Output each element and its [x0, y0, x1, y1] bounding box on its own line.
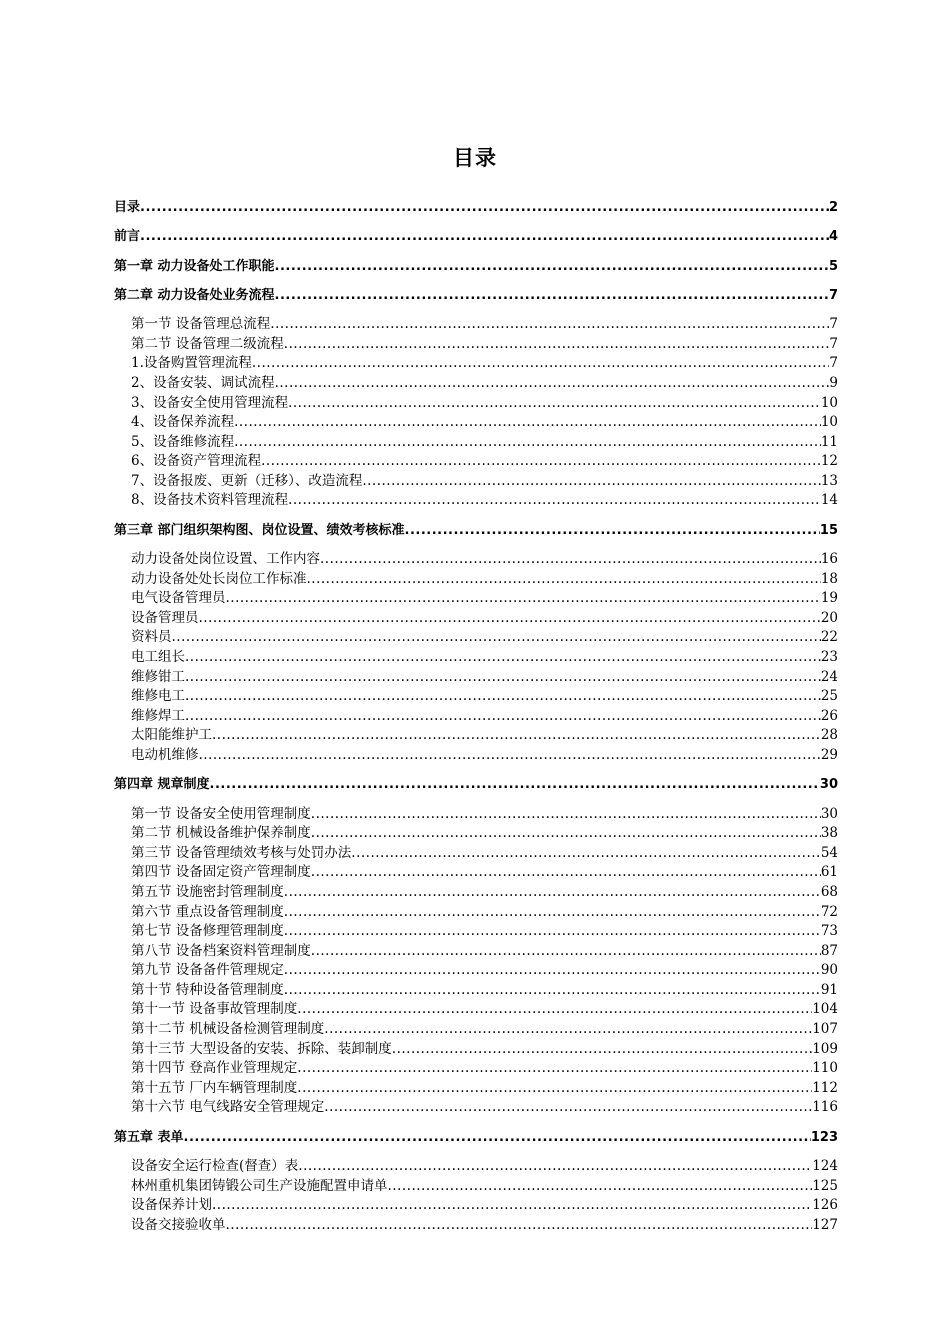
toc-entry-label: 第十六节 电气线路安全管理规定: [131, 1099, 325, 1116]
dot-leader: [298, 1157, 812, 1177]
toc-entry-page-number: 20: [820, 609, 838, 626]
toc-section-entry[interactable]: [114, 942, 838, 962]
toc-entry-label: 资料员: [131, 629, 172, 646]
toc-entry-label: 第十一节 设备事故管理制度: [131, 1001, 298, 1018]
toc-section-entry[interactable]: [114, 335, 838, 355]
toc-entry-label: 2、设备安装、调试流程: [131, 374, 275, 391]
toc-section-entry[interactable]: [114, 746, 838, 766]
toc-entry-page-number: 123: [810, 1129, 838, 1145]
toc-section-entry[interactable]: [114, 1216, 838, 1236]
toc-entry-page-number: 54: [820, 844, 838, 861]
toc-section-entry[interactable]: [114, 903, 838, 923]
dot-leader: [185, 668, 821, 688]
toc-entry-page-number: 28: [820, 727, 838, 744]
dot-leader: [351, 844, 821, 864]
dot-leader: [140, 198, 829, 218]
toc-entry-label: 3、设备安全使用管理流程: [131, 394, 289, 411]
toc-entry-label: 前言: [114, 229, 141, 245]
toc-entry-label: 第二节 设备管理二级流程: [131, 335, 284, 352]
toc-entry-label: 电气设备管理员: [131, 590, 226, 607]
toc-chapter-entry[interactable]: [114, 227, 838, 247]
dot-leader: [405, 521, 820, 541]
toc-entry-label: 7、设备报废、更新（迁移）、改造流程: [131, 472, 363, 489]
dot-leader: [172, 628, 821, 648]
toc-entry-label: 第一章 动力设备处工作职能: [114, 258, 275, 274]
toc-section-entry[interactable]: [114, 922, 838, 942]
toc-entry-page-number: 18: [820, 570, 838, 587]
toc-entry-label: 第四节 设备固定资产管理制度: [131, 864, 311, 881]
toc-entry-label: 第十节 特种设备管理制度: [131, 981, 284, 998]
dot-leader: [284, 981, 821, 1001]
dot-leader: [324, 1098, 812, 1118]
dot-leader: [288, 394, 821, 414]
dot-leader: [284, 903, 821, 923]
toc-chapter-entry[interactable]: [114, 286, 838, 306]
toc-entry-label: 第五章 表单: [114, 1129, 184, 1145]
dot-leader: [252, 354, 830, 374]
toc-entry-label: 第十二节 机械设备检测管理制度: [131, 1021, 325, 1038]
dot-leader: [275, 374, 830, 394]
toc-section-entry[interactable]: [114, 609, 838, 629]
toc-entry-page-number: 90: [820, 962, 838, 979]
toc-entry-label: 第六节 重点设备管理制度: [131, 903, 284, 920]
dot-leader: [311, 863, 821, 883]
toc-entry-label: 第九节 设备备件管理规定: [131, 962, 284, 979]
toc-section-entry[interactable]: [114, 374, 838, 394]
toc-section-entry[interactable]: [114, 315, 838, 335]
toc-entry-page-number: 2: [828, 200, 838, 215]
dot-leader: [226, 589, 821, 609]
toc-entry-label: 第十五节 厂内车辆管理制度: [131, 1079, 298, 1096]
dot-leader: [362, 472, 820, 492]
toc-entry-page-number: 7: [829, 335, 838, 352]
toc-entry-label: 动力设备处处长岗位工作标准: [131, 570, 307, 587]
toc-entry-label: 设备保养计划: [131, 1197, 212, 1214]
toc-entry-page-number: 104: [812, 1001, 838, 1018]
toc-entry-page-number: 16: [820, 551, 838, 568]
toc-entry-label: 8、设备技术资料管理流程: [131, 492, 289, 509]
page-title: 目录: [453, 146, 497, 170]
toc-section-entry[interactable]: [114, 1020, 838, 1040]
toc-entry-page-number: 23: [820, 649, 838, 665]
toc-entry-page-number: 112: [812, 1079, 838, 1096]
toc-entry-label: 第一节 设备安全使用管理制度: [131, 805, 311, 822]
toc-section-entry[interactable]: [114, 824, 838, 844]
toc-entry-label: 维修电工: [131, 688, 185, 705]
toc-entry-label: 第八节 设备档案资料管理制度: [131, 942, 311, 959]
toc-entry-label: 第五节 设施密封管理制度: [131, 883, 284, 900]
toc-entry-label: 第四章 规章制度: [114, 777, 210, 793]
toc-section-entry[interactable]: [114, 668, 838, 688]
table-of-contents: [114, 198, 838, 1235]
dot-leader: [311, 824, 821, 844]
toc-entry-label: 维修焊工: [131, 707, 185, 724]
toc-entry-label: 维修钳工: [131, 668, 185, 685]
dot-leader: [297, 1000, 812, 1020]
dot-leader: [297, 1079, 812, 1099]
dot-leader: [311, 942, 821, 962]
toc-entry-page-number: 109: [812, 1040, 838, 1057]
toc-entry-label: 目录: [114, 200, 141, 215]
toc-section-entry[interactable]: [114, 354, 838, 374]
toc-entry-label: 第三章 部门组织架构图、岗位设置、绩效考核标准: [114, 522, 405, 538]
toc-entry-page-number: 91: [820, 981, 838, 998]
toc-entry-label: 第二章 动力设备处业务流程: [114, 287, 275, 303]
toc-chapter-entry[interactable]: [114, 257, 838, 277]
dot-leader: [185, 687, 821, 707]
dot-leader: [184, 1128, 811, 1148]
toc-chapter-entry[interactable]: [114, 521, 838, 541]
toc-entry-page-number: 25: [820, 688, 838, 705]
dot-leader: [140, 227, 829, 247]
toc-section-entry[interactable]: [114, 589, 838, 609]
dot-leader: [226, 1216, 813, 1236]
toc-entry-label: 设备交接验收单: [131, 1216, 226, 1233]
toc-section-entry[interactable]: [114, 394, 838, 414]
toc-section-entry[interactable]: [114, 628, 838, 648]
toc-entry-label: 5、设备维修流程: [131, 433, 235, 450]
toc-entry-page-number: 73: [820, 923, 838, 940]
toc-entry-page-number: 87: [820, 942, 838, 959]
toc-entry-page-number: 107: [812, 1021, 838, 1038]
toc-section-entry[interactable]: [114, 570, 838, 590]
toc-section-entry[interactable]: [114, 1079, 838, 1099]
toc-section-entry[interactable]: [114, 1196, 838, 1216]
toc-entry-page-number: 38: [820, 825, 838, 842]
toc-entry-label: 第七节 设备修理管理制度: [131, 923, 284, 940]
toc-entry-page-number: 7: [829, 316, 838, 333]
dot-leader: [311, 805, 821, 825]
toc-entry-label: 动力设备处岗位设置、工作内容: [131, 551, 320, 568]
toc-chapter-entry[interactable]: [114, 198, 838, 218]
toc-entry-page-number: 125: [812, 1177, 838, 1194]
dot-leader: [234, 433, 821, 453]
toc-entry-page-number: 24: [820, 668, 838, 685]
dot-leader: [185, 648, 821, 668]
toc-chapter-entry[interactable]: [114, 775, 838, 795]
toc-section-entry[interactable]: [114, 491, 838, 511]
toc-entry-label: 第三节 设备管理绩效考核与处罚办法: [131, 844, 352, 861]
toc-entry-page-number: 126: [812, 1197, 838, 1214]
dot-leader: [199, 746, 821, 766]
toc-entry-page-number: 7: [828, 287, 838, 303]
dot-leader: [284, 961, 821, 981]
toc-entry-page-number: 5: [828, 258, 838, 274]
dot-leader: [212, 1196, 812, 1216]
toc-entry-page-number: 7: [829, 355, 838, 372]
dot-leader: [234, 413, 821, 433]
toc-section-entry[interactable]: [114, 413, 838, 433]
toc-entry-page-number: 19: [820, 590, 838, 607]
toc-entry-page-number: 13: [820, 472, 838, 489]
toc-entry-page-number: 12: [820, 453, 838, 470]
toc-entry-label: 第一节 设备管理总流程: [131, 316, 271, 333]
toc-section-entry[interactable]: [114, 687, 838, 707]
toc-entry-label: 第十四节 登高作业管理规定: [131, 1060, 298, 1077]
dot-leader: [284, 335, 830, 355]
dot-leader: [270, 315, 829, 335]
toc-entry-page-number: 10: [820, 394, 838, 411]
toc-entry-label: 设备管理员: [131, 609, 199, 626]
dot-leader: [210, 775, 820, 795]
toc-section-entry[interactable]: [114, 1059, 838, 1079]
toc-section-entry[interactable]: [114, 1000, 838, 1020]
toc-section-entry[interactable]: [114, 961, 838, 981]
dot-leader: [212, 726, 821, 746]
toc-section-entry[interactable]: [114, 981, 838, 1001]
toc-entry-label: 1.设备购置管理流程: [131, 355, 252, 372]
toc-section-entry[interactable]: [114, 1157, 838, 1177]
toc-section-entry[interactable]: [114, 472, 838, 492]
toc-section-entry[interactable]: [114, 648, 838, 668]
toc-entry-page-number: 72: [820, 903, 838, 920]
toc-entry-page-number: 116: [812, 1099, 838, 1116]
toc-entry-label: 第十三节 大型设备的安装、拆除、装卸制度: [131, 1040, 392, 1057]
dot-leader: [284, 922, 821, 942]
toc-entry-page-number: 15: [819, 522, 838, 538]
toc-entry-label: 林州重机集团铸锻公司生产设施配置申请单: [131, 1177, 388, 1194]
dot-leader: [288, 491, 821, 511]
toc-entry-page-number: 30: [819, 777, 838, 793]
toc-entry-label: 电工组长: [131, 649, 185, 665]
toc-section-entry[interactable]: [114, 1098, 838, 1118]
dot-leader: [392, 1040, 812, 1060]
toc-entry-label: 4、设备保养流程: [131, 414, 235, 431]
dot-leader: [185, 707, 821, 727]
toc-section-entry[interactable]: [114, 844, 838, 864]
toc-entry-label: 第二节 机械设备维护保养制度: [131, 825, 311, 842]
toc-entry-page-number: 26: [820, 707, 838, 724]
toc-entry-label: 6、设备资产管理流程: [131, 453, 262, 470]
toc-entry-page-number: 22: [820, 629, 838, 646]
toc-entry-page-number: 4: [828, 229, 838, 245]
toc-entry-page-number: 29: [820, 746, 838, 763]
dot-leader: [320, 550, 821, 570]
dot-leader: [275, 286, 829, 306]
dot-leader: [199, 609, 821, 629]
toc-entry-page-number: 110: [812, 1060, 838, 1077]
toc-entry-page-number: 127: [812, 1216, 838, 1233]
toc-entry-label: 太阳能维护工: [131, 727, 212, 744]
toc-section-entry[interactable]: [114, 1040, 838, 1060]
toc-entry-label: 设备安全运行检查(督查）表: [131, 1158, 299, 1174]
toc-section-entry[interactable]: [114, 452, 838, 472]
dot-leader: [324, 1020, 812, 1040]
toc-entry-page-number: 61: [820, 864, 838, 881]
toc-entry-page-number: 124: [812, 1158, 838, 1174]
dot-leader: [275, 257, 829, 277]
toc-entry-page-number: 10: [820, 414, 838, 431]
dot-leader: [284, 883, 821, 903]
toc-section-entry[interactable]: [114, 883, 838, 903]
toc-section-entry[interactable]: [114, 550, 838, 570]
toc-entry-page-number: 9: [829, 374, 838, 391]
dot-leader: [307, 570, 821, 590]
toc-section-entry[interactable]: [114, 433, 838, 453]
toc-section-entry[interactable]: [114, 1177, 838, 1197]
dot-leader: [297, 1059, 812, 1079]
toc-section-entry[interactable]: [114, 805, 838, 825]
toc-entry-page-number: 30: [820, 805, 838, 822]
toc-entry-label: 电动机维修: [131, 746, 199, 763]
toc-entry-page-number: 68: [820, 883, 838, 900]
toc-section-entry[interactable]: [114, 863, 838, 883]
toc-section-entry[interactable]: [114, 726, 838, 746]
toc-entry-page-number: 14: [820, 492, 838, 509]
toc-section-entry[interactable]: [114, 707, 838, 727]
dot-leader: [261, 452, 821, 472]
toc-entry-page-number: 11: [820, 433, 838, 450]
toc-chapter-entry[interactable]: [114, 1128, 838, 1148]
dot-leader: [388, 1177, 813, 1197]
